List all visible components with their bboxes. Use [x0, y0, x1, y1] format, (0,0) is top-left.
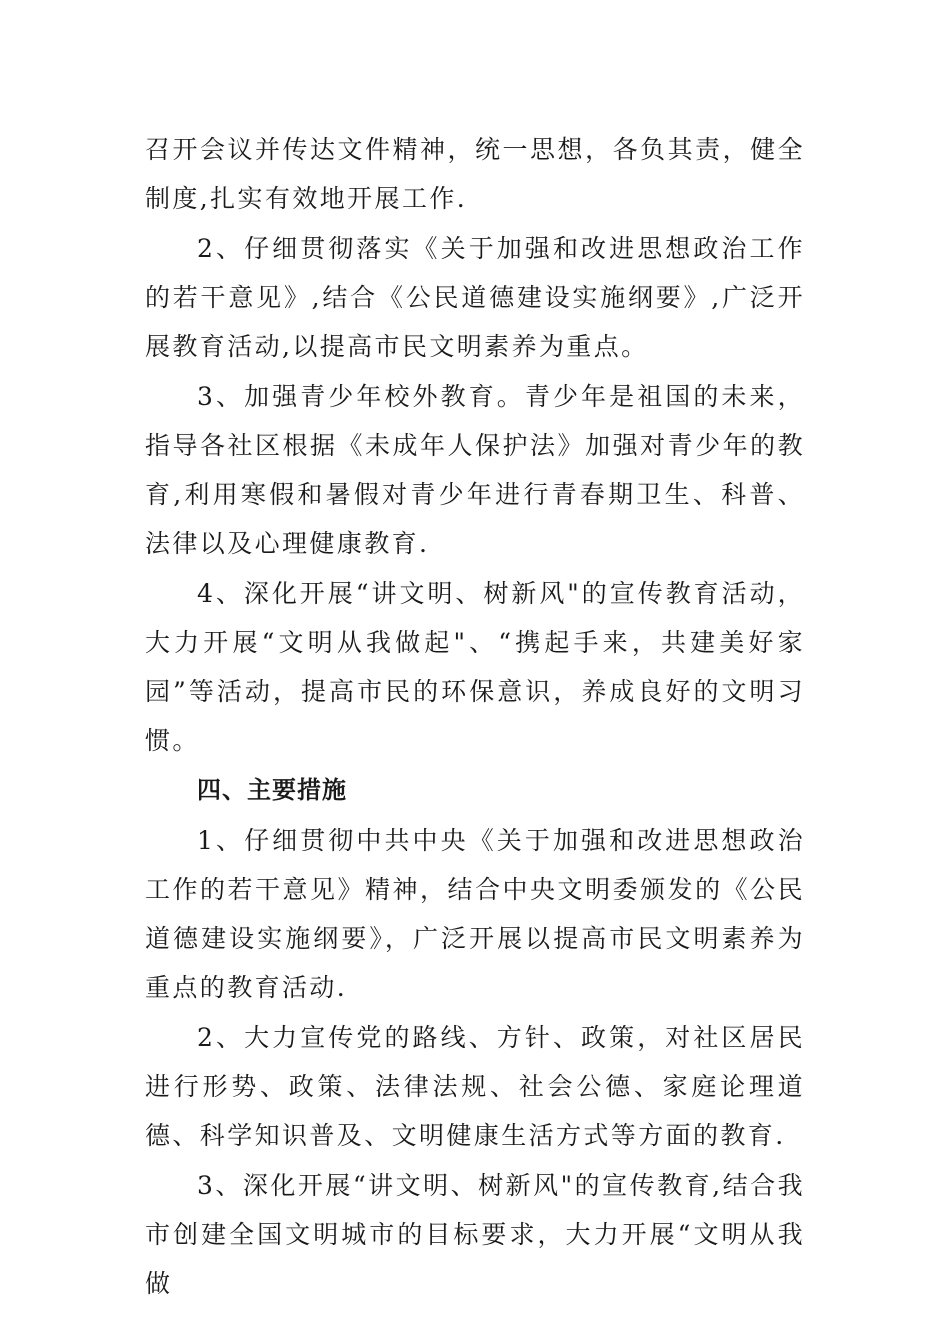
section-heading: 四、主要措施: [197, 776, 347, 804]
measure-item-3: 3、深化开展“讲文明、树新风"的宣传教育,结合我市创建全国文明城市的目标要求，大力开展“文明从我做: [145, 1171, 805, 1298]
measure-item-2: 2、大力宣传党的路线、方针、政策，对社区居民进行形势、政策、法律法规、社会公德、家庭论理道德、科学知识普及、文明健康生活方式等方面的教育.: [145, 1023, 805, 1150]
paragraph-item-2: 2、仔细贯彻落实《关于加强和改进思想政治工作的若干意见》,结合《公民道德建设实施纲要》,广泛开展教育活动,以提高市民文明素养为重点。: [145, 234, 805, 361]
paragraph-item-4: 4、深化开展“讲文明、树新风"的宣传教育活动，大力开展“文明从我做起"、“携起手来，共建美好家园”等活动，提高市民的环保意识，养成良好的文明习惯。: [145, 579, 805, 755]
paragraph-item-3: 3、加强青少年校外教育。青少年是祖国的未来，指导各社区根据《未成年人保护法》加强对青少年的教育,利用寒假和暑假对青少年进行青春期卫生、科普、法律以及心理健康教育.: [145, 382, 805, 558]
paragraph-continuation: 召开会议并传达文件精神，统一思想，各负其责，健全制度,扎实有效地开展工作.: [145, 135, 805, 213]
measure-item-1: 1、仔细贯彻中共中央《关于加强和改进思想政治工作的若干意见》精神，结合中央文明委颁发的《公民道德建设实施纲要》，广泛开展以提高市民文明素养为重点的教育活动.: [145, 826, 805, 1002]
document-body: [145, 125, 805, 1309]
